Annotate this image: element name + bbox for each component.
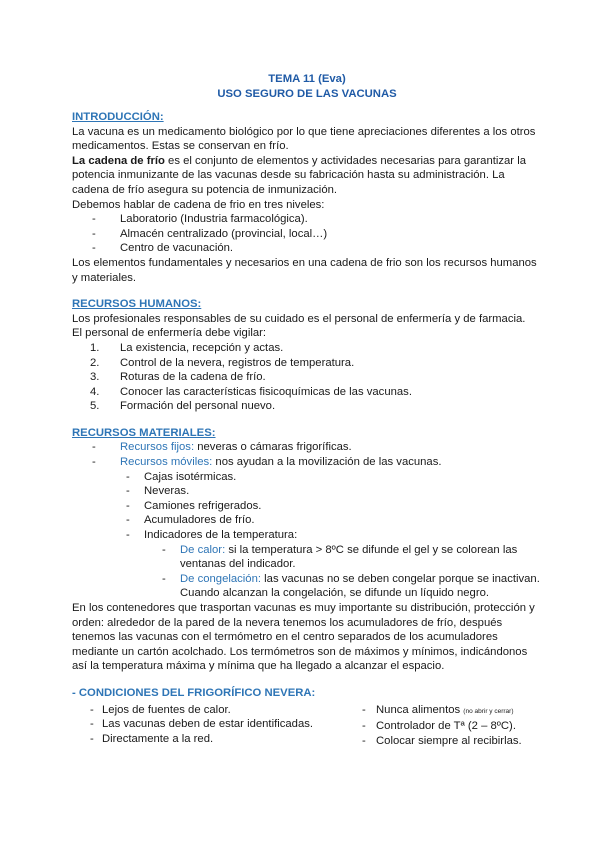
list-item: - De congelación: las vacunas no se deben congelar porque se inactivan. Cuando alcanzan la congelación, se difunde un líquido negro. xyxy=(72,572,542,601)
list-item: - De calor: si la temperatura > 8ºC se difunde el gel y se colorean las ventanas del indicador. xyxy=(72,543,542,572)
materiales-heading: RECURSOS MATERIALES: xyxy=(72,426,216,439)
intro-p2-rest: es el conjunto de elementos y actividades necesarias para garantizar la potencia inmunizante de las vacunas desde su fabricación hasta su administración. La cadena de frío asegura su potencia de inmunización. xyxy=(72,154,527,196)
condiciones-left xyxy=(72,703,362,749)
list-item: - Controlador de Tª (2 – 8ºC). xyxy=(362,719,542,734)
humanos-p2: El personal de enfermería debe vigilar: xyxy=(72,327,267,340)
list-item: 4. Conocer las características fisicoquímicas de las vacunas. xyxy=(90,385,412,398)
intro-p2 xyxy=(72,154,542,198)
list-item: 3. Roturas de la cadena de frío. xyxy=(90,371,266,384)
materiales-list xyxy=(72,440,542,469)
list-item: - Nunca alimentos (no abrir y cerrar) xyxy=(362,703,542,720)
humanos-list xyxy=(72,341,542,414)
list-item: - Las vacunas deben de estar identificadas. xyxy=(72,717,362,732)
list-item: - Centro de vacunación. xyxy=(72,241,542,256)
list-item: 1. La existencia, recepción y actas. xyxy=(90,341,284,354)
condiciones-right xyxy=(362,703,542,749)
list-item: - Recursos fijos: neveras o cámaras frigoríficas. xyxy=(72,440,542,455)
intro-p1: La vacuna es un medicamento biológico por lo que tiene apreciaciones diferentes a los otros medicamentos. Estas se conservan en frío. xyxy=(72,125,536,153)
doc-title: TEMA 11 (Eva) xyxy=(268,73,346,85)
list-item: - Lejos de fuentes de calor. xyxy=(72,703,362,718)
list-item: - Colocar siempre al recibirlas. xyxy=(362,734,542,749)
intro-p3: Debemos hablar de cadena de frio en tres niveles: xyxy=(72,198,325,211)
list-item: - Laboratorio (Industria farmacológica). xyxy=(72,212,542,227)
list-item: - Camiones refrigerados. xyxy=(72,499,542,514)
condiciones-columns xyxy=(72,703,542,749)
list-item: - Recursos móviles: nos ayudan a la movilización de las vacunas. xyxy=(72,455,542,470)
list-item: 5. Formación del personal nuevo. xyxy=(90,400,276,413)
condiciones-heading: - CONDICIONES DEL FRIGORÍFICO NEVERA: xyxy=(72,686,316,699)
list-item: - Neveras. xyxy=(72,484,542,499)
list-item: - Directamente a la red. xyxy=(72,732,362,747)
humanos-p1: Los profesionales responsables de su cuidado es el personal de enfermería y de farmacia. xyxy=(72,312,526,325)
list-item: - Acumuladores de frío. xyxy=(72,513,542,528)
list-item: - Almacén centralizado (provincial, local…) xyxy=(72,227,542,242)
list-item: - Cajas isotérmicas. xyxy=(72,470,542,485)
moviles-list xyxy=(72,470,542,543)
indicadores-list xyxy=(72,543,542,601)
levels-list xyxy=(72,212,542,256)
humanos-heading: RECURSOS HUMANOS: xyxy=(72,298,202,311)
doc-subtitle: USO SEGURO DE LAS VACUNAS xyxy=(217,88,397,100)
list-item: 2. Control de la nevera, registros de temperatura. xyxy=(90,356,355,369)
materiales-final: En los contenedores que trasportan vacunas es muy importante su distribución, protección y orden: alrededor de la pared de la nevera tenemos los acumuladores de frío, después tenemos las vacunas con el termómetro en el centro separados de los acumuladores mediante un cartón acolchado. Los termómetros son de máximos y mínimos, indicándonos así la temperatura máxima y mínima que ha llegado a alcanzar el espacio. xyxy=(72,602,535,673)
intro-heading: INTRODUCCIÓN: xyxy=(72,111,164,123)
list-item: - Indicadores de la temperatura: xyxy=(72,528,542,543)
intro-p2-bold: La cadena de frío xyxy=(72,154,165,167)
document-page xyxy=(72,72,542,748)
intro-p4: Los elementos fundamentales y necesarios en una cadena de frio son los recursos humanos y materiales. xyxy=(72,256,537,284)
